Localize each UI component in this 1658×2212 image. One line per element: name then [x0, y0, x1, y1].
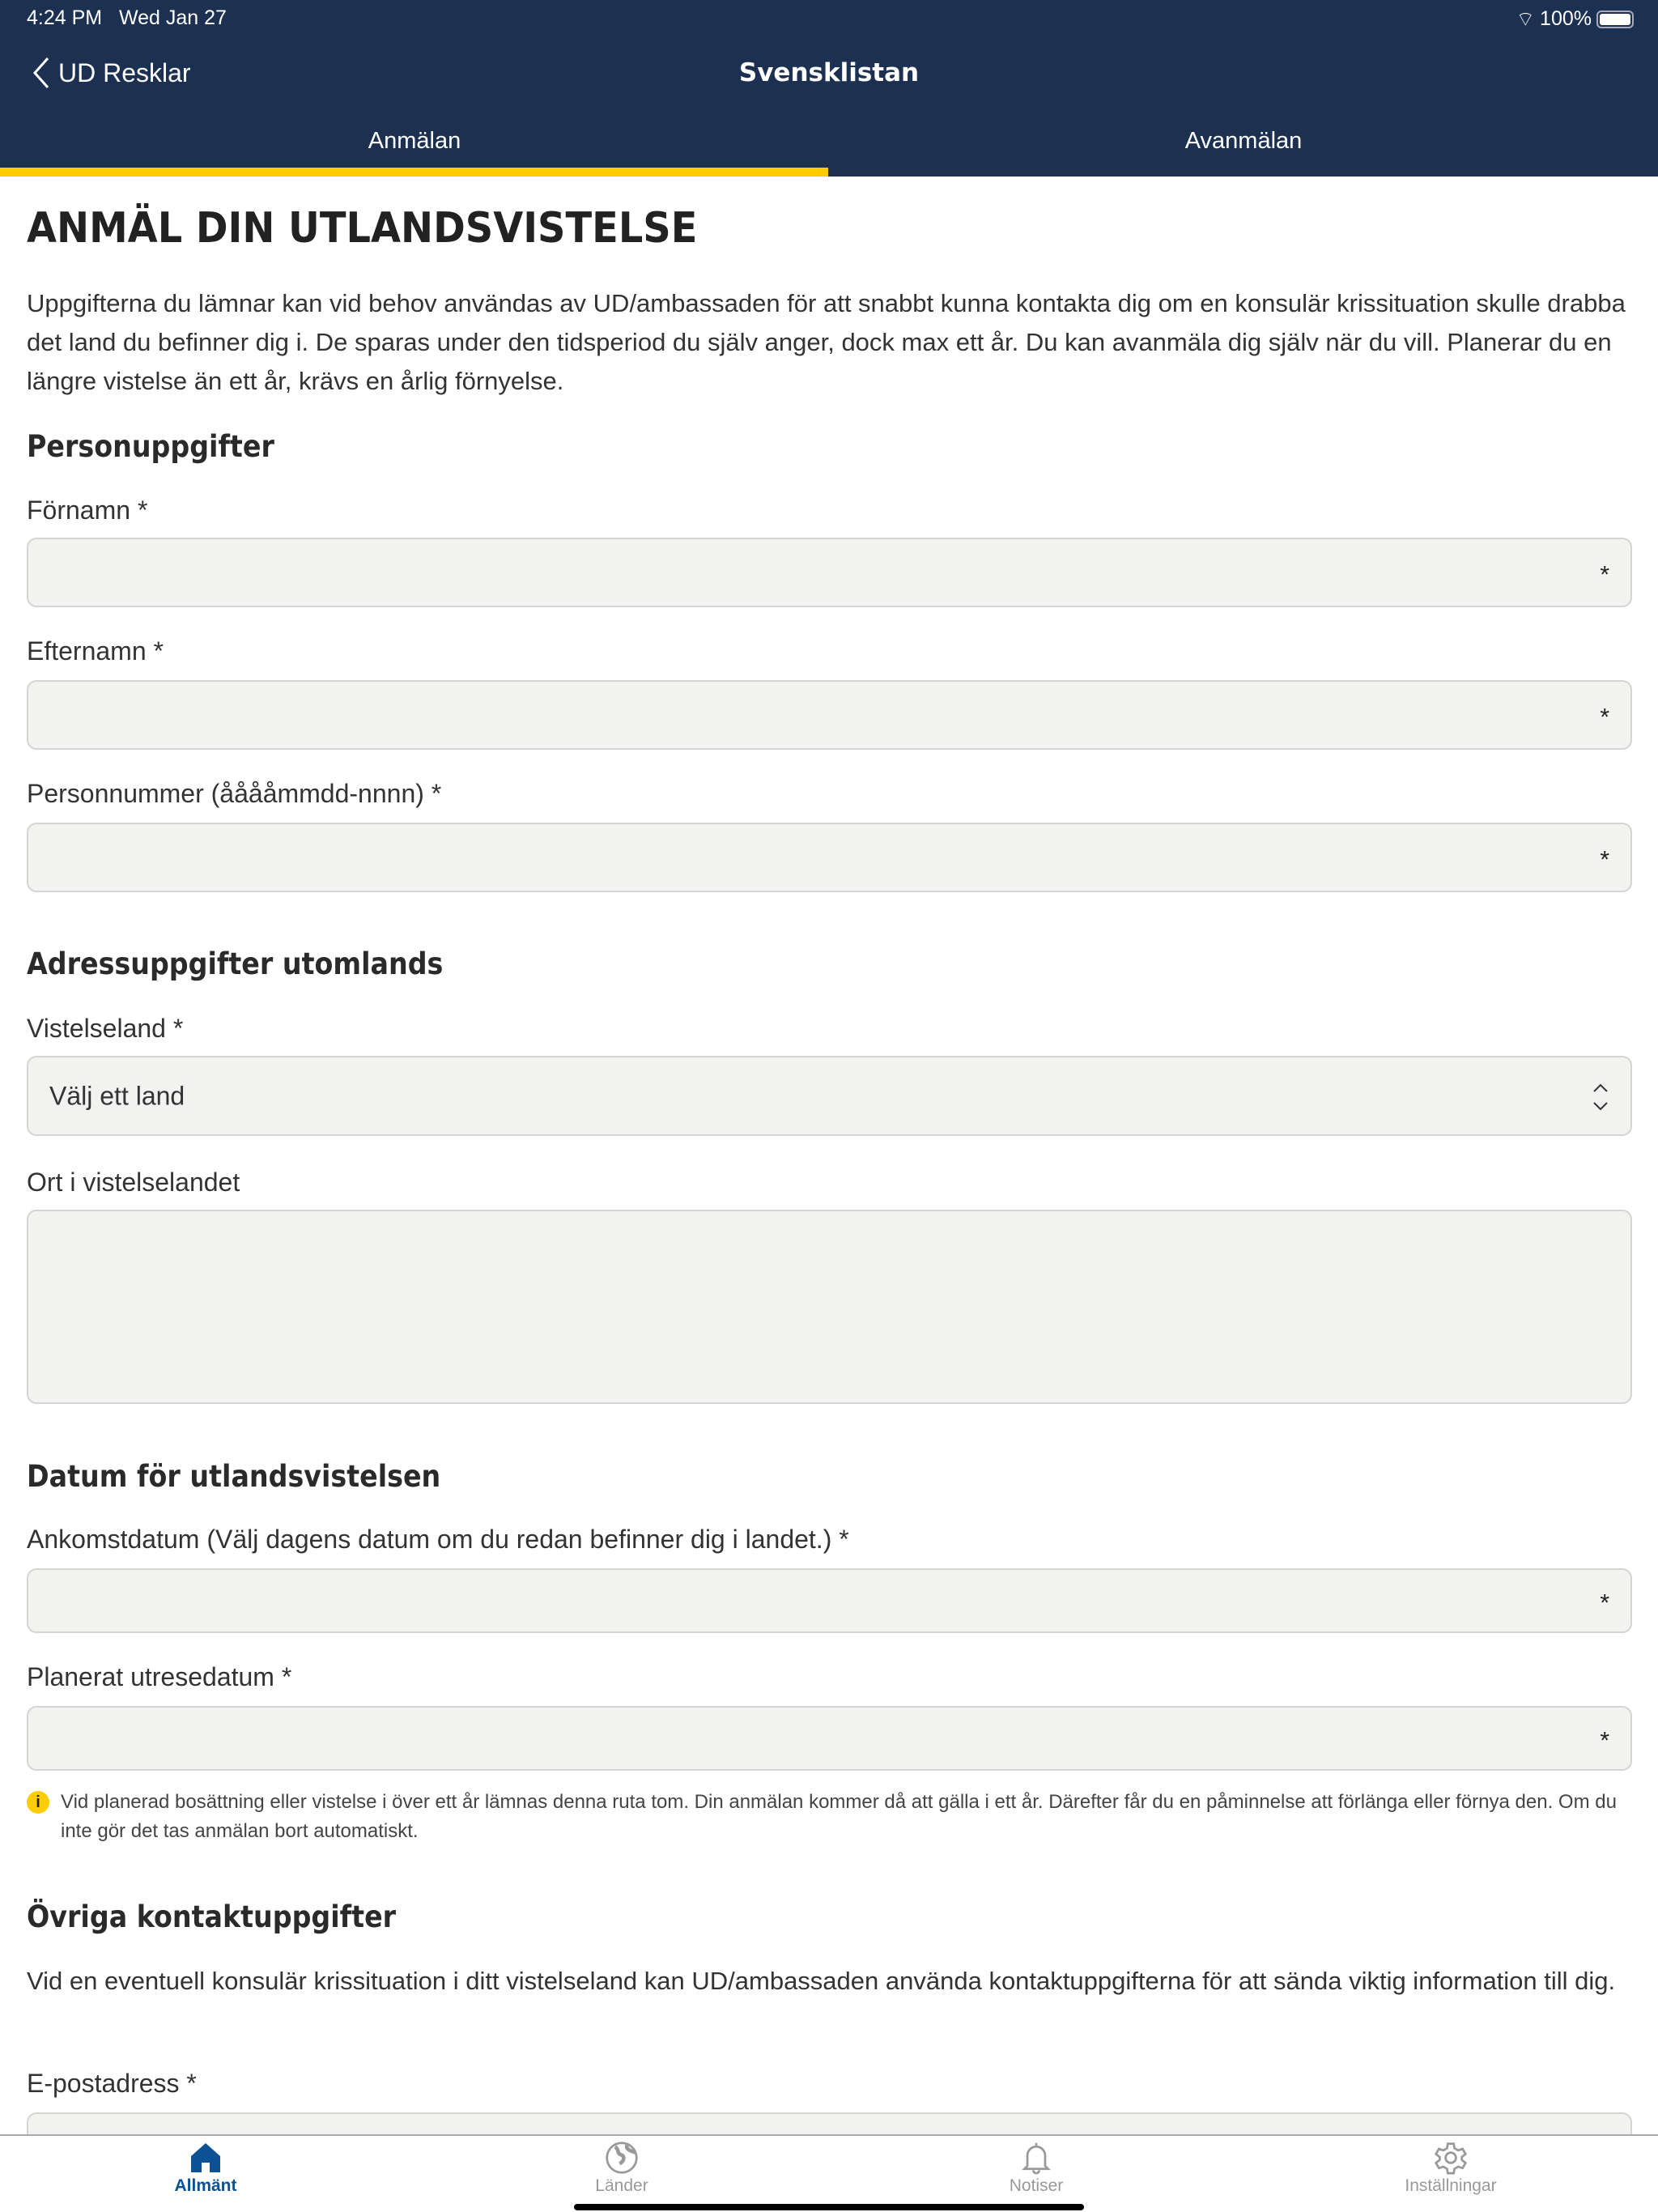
- globe-icon: [605, 2141, 639, 2175]
- departure-label: Planerat utresedatum *: [27, 1662, 292, 1691]
- country-select[interactable]: [27, 1056, 1632, 1136]
- tab-avanmalan[interactable]: Avanmälan: [1184, 128, 1303, 154]
- back-label: UD Resklar: [58, 57, 191, 87]
- contact-intro: Vid en eventuell konsulär krissituation i ditt vistelseland kan UD/ambassaden använda kontaktuppgifterna för att sända viktig information till dig.: [27, 1967, 1616, 1995]
- section-contact: Övriga kontaktuppgifter: [27, 1899, 397, 1934]
- nav-title: Svensklistan: [738, 58, 920, 87]
- section-dates: Datum för utlandsvistelsen: [27, 1459, 441, 1494]
- tabbar-label-lander: Länder: [595, 2176, 648, 2195]
- departure-note: [27, 1788, 1638, 1846]
- tabbar-item-installningar[interactable]: [1329, 2141, 1572, 2196]
- section-address: Adressuppgifter utomlands: [27, 946, 444, 981]
- status-time: [27, 6, 227, 30]
- section-personal: Personuppgifter: [27, 429, 274, 464]
- tabbar-item-lander[interactable]: [500, 2141, 743, 2196]
- required-marker: *: [1600, 1727, 1609, 1755]
- battery-icon: [1596, 11, 1634, 28]
- city-label: Ort i vistelselandet: [27, 1168, 240, 1197]
- intro-text: Uppgifterna du lämnar kan vid behov användas av UD/ambassaden för att snabbt kunna kontakta dig om en konsulär krissituation skulle drabba det land du befinner dig i. De sparas under den tidsperiod du själv anger, dock max ett år. Du kan avanmäla dig själv när du vill. Planerar du en längre vistelse än ett år, krävs en årlig förnyelse.: [27, 289, 1626, 395]
- status-time-text: 4:24 PM: [27, 6, 103, 29]
- required-marker: *: [1600, 561, 1609, 589]
- pnr-label: Personnummer (ååååmmdd-nnnn) *: [27, 779, 442, 808]
- home-indicator: [574, 2204, 1084, 2210]
- email-label: E-postadress *: [27, 2069, 197, 2098]
- arrival-label: Ankomstdatum (Välj dagens datum om du redan befinner dig i landet.) *: [27, 1525, 849, 1554]
- tab-anmalan[interactable]: Anmälan: [368, 128, 461, 154]
- wifi-icon: ⌔: [1516, 8, 1536, 31]
- info-icon: i: [27, 1791, 49, 1814]
- required-marker: *: [1600, 1589, 1609, 1617]
- first-name-label: Förnamn *: [27, 496, 148, 525]
- tabbar-label-notiser: Notiser: [1009, 2176, 1064, 2195]
- status-indicators: [1516, 6, 1634, 32]
- last-name-input[interactable]: [27, 680, 1632, 750]
- select-chevrons-icon: [1592, 1082, 1609, 1112]
- bell-icon: [1019, 2141, 1053, 2175]
- city-textarea[interactable]: [27, 1210, 1632, 1404]
- country-label: Vistelseland *: [27, 1014, 184, 1043]
- required-marker: *: [1600, 704, 1609, 731]
- status-date: Wed Jan 27: [118, 6, 227, 29]
- gear-icon: [1434, 2141, 1468, 2175]
- departure-note-text: Vid planerad bosättning eller vistelse i över ett år lämnas denna ruta tom. Din anmälan kommer då att gälla i ett år. Därefter får du en påminnelse att förlänga eller förnya den. Om du inte gör det tas anmälan bort automatiskt.: [61, 1791, 1617, 1842]
- required-marker: *: [1600, 846, 1609, 874]
- last-name-label: Efternamn *: [27, 636, 164, 666]
- country-select-value: Välj ett land: [49, 1081, 185, 1110]
- app-header: [0, 0, 1658, 177]
- tabbar-label-installningar: Inställningar: [1405, 2176, 1497, 2195]
- pnr-input[interactable]: [27, 823, 1632, 892]
- tabbar-item-notiser[interactable]: [915, 2141, 1158, 2196]
- page-title: ANMÄL DIN UTLANDSVISTELSE: [27, 204, 698, 253]
- departure-date-input[interactable]: [27, 1706, 1632, 1771]
- tabbar-label-allmant: Allmänt: [174, 2176, 237, 2195]
- home-icon: [189, 2141, 223, 2175]
- tabbar-item-allmant[interactable]: [84, 2141, 327, 2196]
- arrival-date-input[interactable]: [27, 1568, 1632, 1633]
- first-name-input[interactable]: [27, 538, 1632, 607]
- active-tab-indicator: [0, 168, 828, 177]
- battery-percent: 100%: [1540, 7, 1592, 30]
